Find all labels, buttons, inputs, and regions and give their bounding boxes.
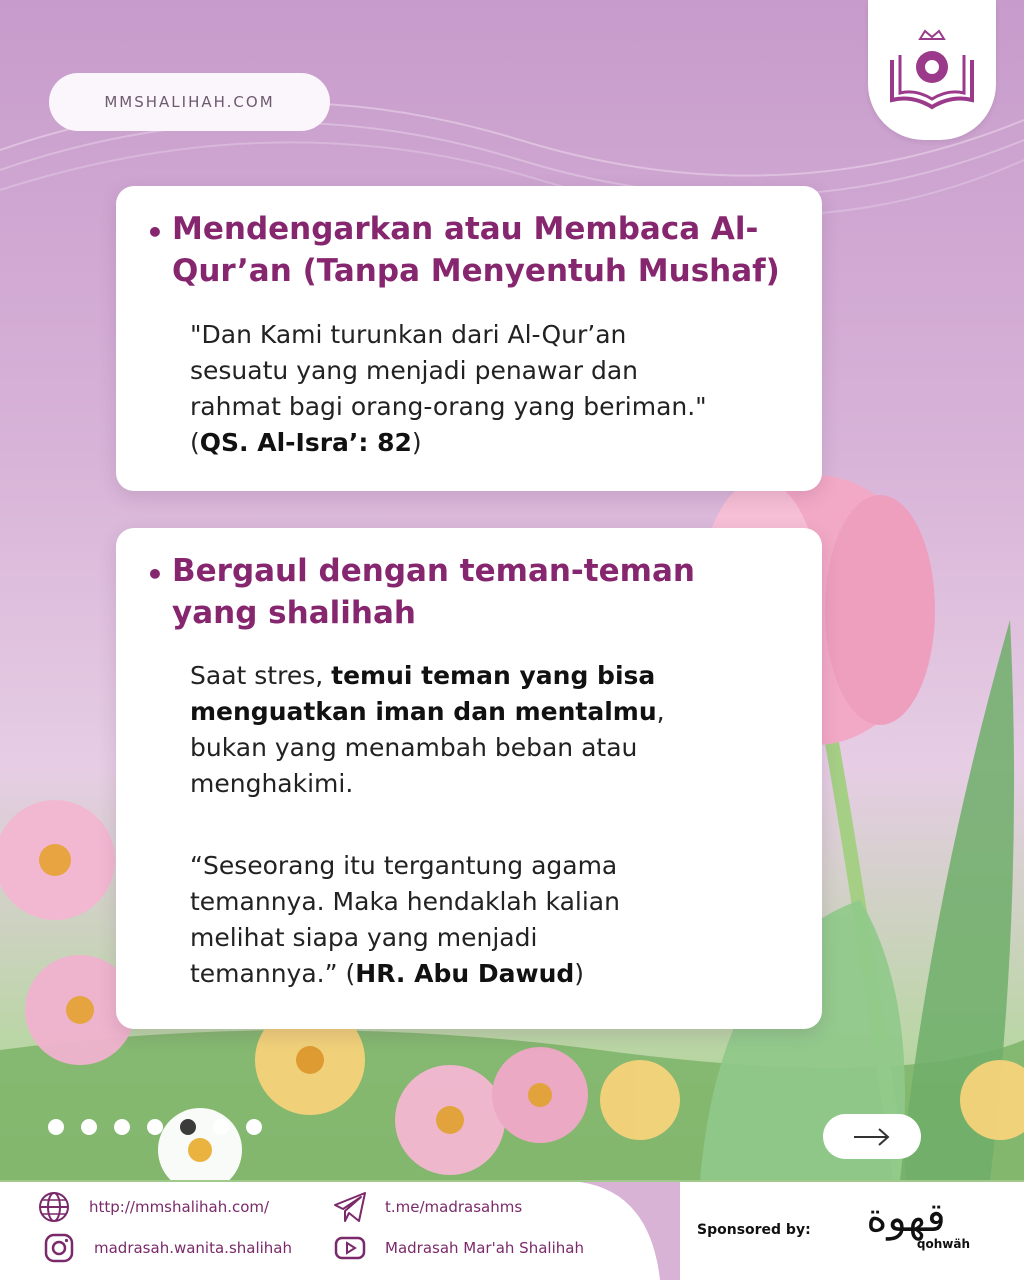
- footer-telegram-label: t.me/madrasahms: [385, 1198, 523, 1216]
- sponsor-logo: قهوة qohwäh: [866, 1195, 970, 1251]
- pagination-dots: [48, 1119, 262, 1135]
- arrow-right-icon: [852, 1127, 892, 1147]
- footer-youtube-label: Madrasah Mar'ah Shalihah: [385, 1239, 584, 1257]
- page-dot[interactable]: [147, 1119, 163, 1135]
- quote-reference: HR. Abu Dawud: [355, 959, 575, 988]
- youtube-icon: [333, 1231, 367, 1265]
- page-dot[interactable]: [48, 1119, 64, 1135]
- sponsor-label: Sponsored by:: [697, 1222, 811, 1238]
- card-heading: Mendengarkan atau Membaca Al- Qur’an (Tanpa Menyentuh Mushaf): [172, 211, 780, 289]
- logo: [868, 0, 996, 140]
- page-dot[interactable]: [246, 1119, 262, 1135]
- instagram-icon: [42, 1231, 76, 1265]
- bullet: •: [146, 216, 164, 249]
- page-dot[interactable]: [81, 1119, 97, 1135]
- footer-instagram-label: madrasah.wanita.shalihah: [94, 1239, 292, 1257]
- telegram-icon: [333, 1190, 367, 1224]
- card-quote: "Dan Kami turunkan dari Al-Qur’an sesuatu yang menjadi penawar dan rahmat bagi orang-orang yang beriman." (QS. Al-Isra’: 82): [190, 320, 707, 457]
- logo-icon: [882, 25, 982, 115]
- card-heading: Bergaul dengan teman-teman yang shalihah: [172, 553, 695, 631]
- card-paragraph: Saat stres, temui teman yang bisa menguatkan iman dan mentalmu, bukan yang menambah beban atau menghakimi.: [190, 661, 665, 798]
- footer-website[interactable]: [37, 1190, 269, 1224]
- next-button[interactable]: [823, 1114, 921, 1159]
- page-dot[interactable]: [114, 1119, 130, 1135]
- card-quote: “Seseorang itu tergantung agama temannya. Maka hendaklah kalian melihat siapa yang menjadi temannya.” (HR. Abu Dawud): [190, 851, 620, 988]
- footer-youtube[interactable]: [333, 1231, 584, 1265]
- footer-telegram[interactable]: [333, 1190, 522, 1224]
- tip-card-1: [116, 186, 822, 491]
- page-dot-active[interactable]: [180, 1119, 196, 1135]
- site-label[interactable]: MMSHALIHAH.COM: [49, 73, 330, 131]
- footer-instagram[interactable]: [42, 1231, 292, 1265]
- footer-website-label: http://mmshalihah.com/: [89, 1198, 270, 1216]
- quote-reference: QS. Al-Isra’: 82: [199, 428, 412, 457]
- globe-icon: [37, 1190, 71, 1224]
- page-dot[interactable]: [213, 1119, 229, 1135]
- bullet: •: [146, 558, 164, 591]
- tip-card-2: [116, 528, 822, 1029]
